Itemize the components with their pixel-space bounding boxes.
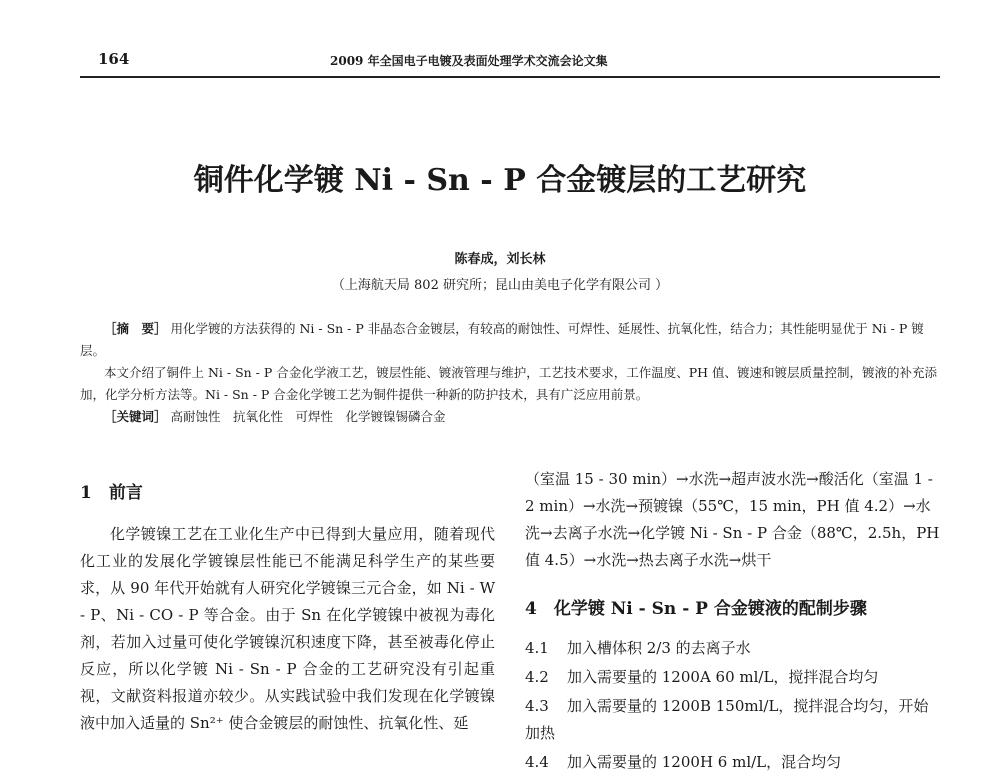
article-title: 铜件化学镀 Ni - Sn - P 合金镀层的工艺研究	[193, 163, 807, 198]
left-column	[80, 478, 495, 737]
page-number: 164	[98, 50, 130, 68]
keywords-line	[80, 406, 940, 428]
step-text: 加入需要量的 1200B 150ml/L，搅拌混合均匀，开始加热	[525, 697, 929, 742]
section1-paragraph: 化学镀镍工艺在工业化生产中已得到大量应用，随着现代化工业的发展化学镀镍层性能已不能满足科学生产的某些要求，从 90 年代开始就有人研究化学镀镍三元合金，如 Ni - W - P、Ni - CO - P 等合金。由于 Sn 在化学镀镍中被视为毒化剂，若加入过量可使化学镀镍沉积速度下降，甚至被毒化停止反应，所以化学镀 Ni - Sn - P 合金的工艺研究没有引起重视，文献资料报道亦较少。从实践试验中我们发现在化学镀镍液中加入适量的 Sn²⁺ 使合金镀层的耐蚀性、抗氧化性、延	[80, 525, 495, 732]
right-column	[525, 466, 940, 778]
step-text: 加入需要量的 1200H 6 ml/L，混合均匀	[567, 753, 842, 771]
step-number: 4.1	[525, 639, 549, 657]
step-item	[525, 749, 940, 776]
step-number: 4.4	[525, 753, 549, 771]
abstract-block	[80, 318, 940, 428]
abstract-para-2: 本文介绍了铜件上 Ni - Sn - P 合金化学液工艺，镀层性能、镀液管理与维护，工艺技术要求，工作温度、PH 值、镀速和镀层质量控制，镀液的补充添加，化学分析方法等。Ni - Sn - P 合金化学镀工艺为铜件提供一种新的防护技术，具有广泛应用前景。	[80, 365, 938, 402]
process-flow-text: （室温 15 - 30 min）→水洗→超声波水洗→酸活化（室温 1 - 2 min）→水洗→预镀镍（55℃，15 min，PH 值 4.2）→水洗→去离子水洗→化学镀 Ni - Sn - P 合金（88℃，2.5h，PH 值 4.5）→水洗→热去离子水洗→烘干	[525, 470, 940, 569]
step-number: 4.2	[525, 668, 549, 686]
article-affiliation: （上海航天局 802 研究所；昆山由美电子化学有限公司 ）	[331, 278, 669, 293]
step-number: 4.3	[525, 697, 549, 715]
step-item	[525, 664, 940, 691]
article-authors: 陈春成，刘长林	[454, 252, 546, 267]
section4-heading: 4 化学镀 Ni - Sn - P 合金镀液的配制步骤	[525, 599, 867, 619]
section1-heading: 1 前言	[80, 483, 143, 503]
keywords-label: ［关键词］	[104, 409, 167, 424]
step-item	[525, 693, 940, 747]
abstract-label: ［摘 要］	[104, 321, 167, 336]
step-item	[525, 635, 940, 662]
abstract-para-1	[80, 318, 940, 362]
keywords-text: 高耐蚀性 抗氧化性 可焊性 化学镀镍锡磷合金	[170, 409, 446, 424]
header-rule	[80, 76, 940, 78]
step-text: 加入槽体积 2/3 的去离子水	[567, 639, 751, 657]
abstract-text-1: 用化学镀的方法获得的 Ni - Sn - P 非晶态合金镀层，有较高的耐蚀性、可焊性、延展性、抗氧化性，结合力；其性能明显优于 Ni - P 镀层。	[80, 321, 924, 358]
journal-header: 2009 年全国电子电镀及表面处理学术交流会论文集	[330, 54, 608, 68]
step-text: 加入需要量的 1200A 60 ml/L，搅拌混合均匀	[567, 668, 879, 686]
